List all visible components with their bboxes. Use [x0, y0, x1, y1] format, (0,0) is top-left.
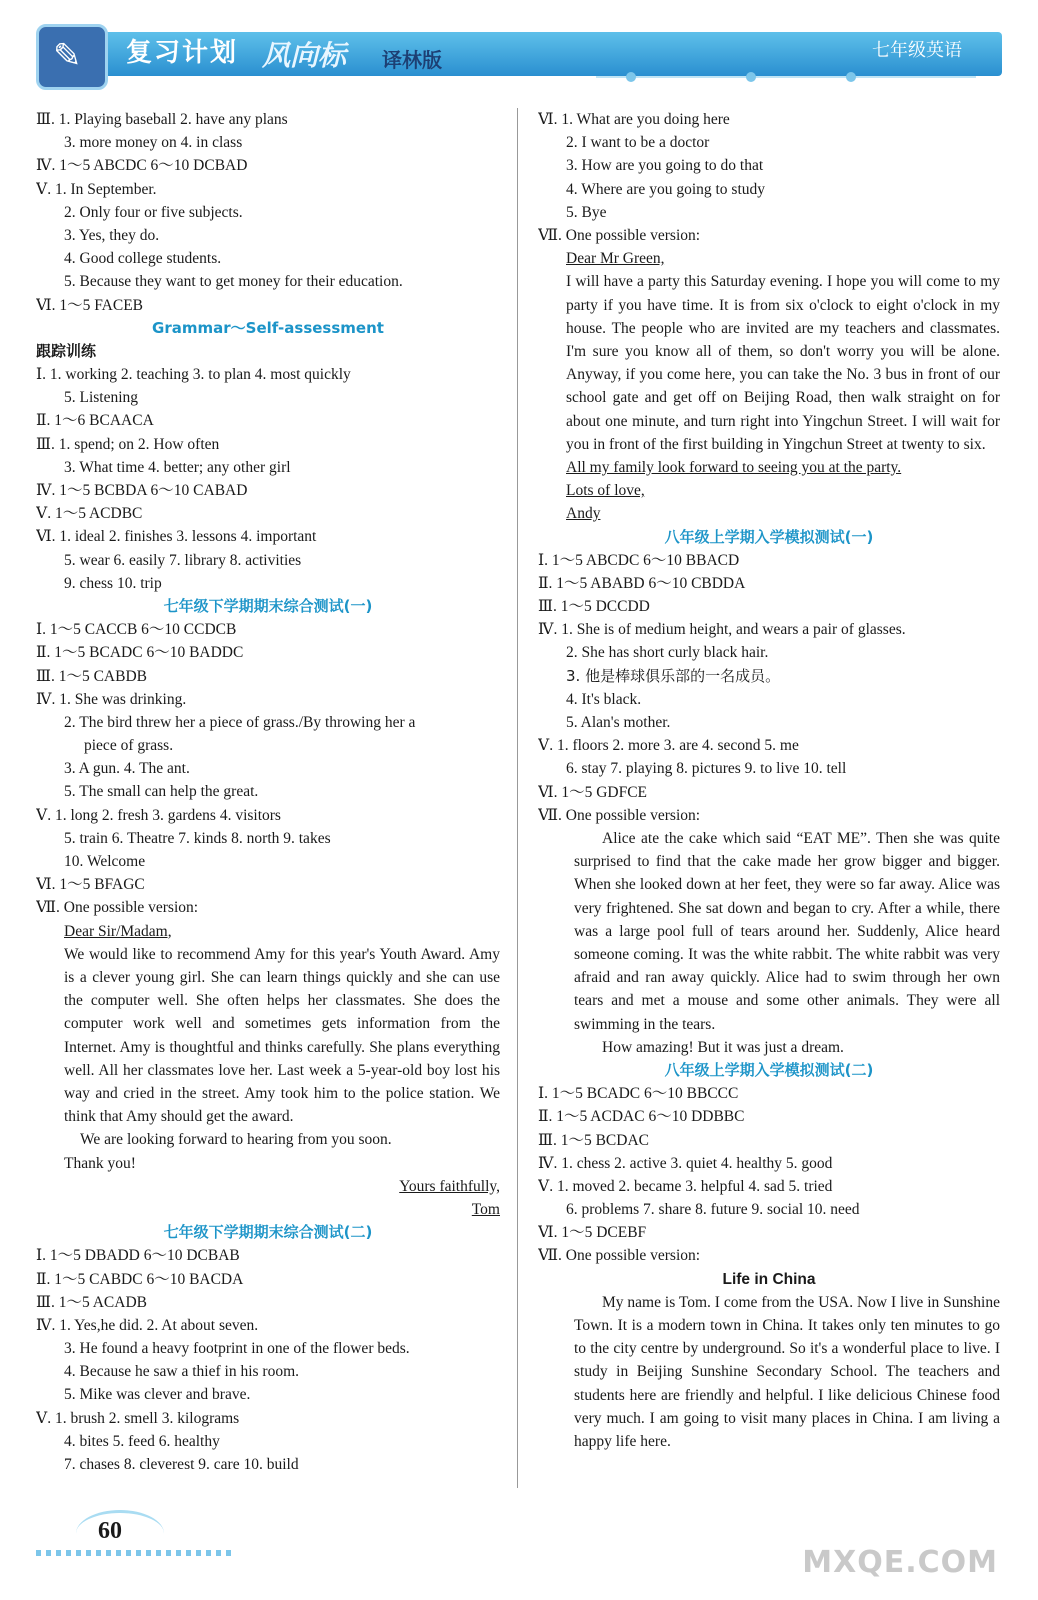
recommendation-closing: We are looking forward to hearing from you soon.	[80, 1131, 392, 1149]
decor-dot-icon	[626, 72, 636, 82]
header-edition: 译林版	[382, 48, 442, 72]
answer-line: Ⅴ. 1～5 ACDBC	[36, 505, 143, 523]
answer-line: 5. wear 6. easily 7. library 8. activities	[64, 551, 302, 569]
answer-line: Ⅳ. 1. She is of medium height, and wears a pair of glasses.	[538, 621, 906, 639]
answer-line: 5. Bye	[566, 203, 607, 221]
answer-line: 2. Only four or five subjects.	[64, 203, 243, 221]
answer-line: Ⅳ. 1. Yes,he did. 2. At about seven.	[36, 1316, 259, 1334]
answer-line: Ⅵ. 1. ideal 2. finishes 3. lessons 4. important	[36, 528, 317, 546]
header-brand: 风向标	[262, 39, 347, 72]
answer-line: Ⅰ. 1～5 BCADC 6～10 BBCCC	[538, 1085, 739, 1103]
answer-line: Ⅶ. One possible version:	[538, 226, 701, 244]
answer-line: Life in China	[722, 1270, 816, 1288]
answer-line: Dear Sir/Madam,	[64, 922, 172, 940]
answer-line: All my family look forward to seeing you at the party.	[566, 458, 902, 476]
left-column	[36, 108, 500, 1476]
recommendation-essay: We would like to recommend Amy for this year's Youth Award. Amy is a clever young girl. She can learn things quickly and she can use the computer well. She often helps her classmates. She does the computer work well and sometimes gets information from the Internet. Amy is thoughtful and thinks carefully. She plans everything well. All her classmates love her. Last week a 5-year-old boy lost his way and cried in the street. Amy took him to the police station. We think that Amy should get the award.	[64, 945, 500, 1126]
answer-line: Ⅵ. 1～5 DCEBF	[538, 1224, 647, 1242]
answer-line: 2. The bird threw her a piece of grass./By throwing her a	[64, 713, 416, 731]
answer-line: 4. Because he saw a thief in his room.	[64, 1363, 300, 1381]
answer-line: 5. train 6. Theatre 7. kinds 8. north 9. takes	[64, 829, 331, 847]
section-heading: 八年级上学期入学模拟测试(一)	[664, 527, 874, 546]
right-column	[538, 108, 1000, 1453]
answer-line: Ⅳ. 1～5 ABCDC 6～10 DCBAD	[36, 157, 248, 175]
answer-line: Ⅰ. 1～5 DBADD 6～10 DCBAB	[36, 1247, 240, 1265]
answer-line: Ⅲ. 1～5 BCDAC	[538, 1131, 649, 1149]
answer-line: Dear Mr Green,	[566, 250, 665, 268]
answer-line: Tom	[471, 1200, 500, 1218]
answer-line: 3. 他是棒球俱乐部的一名成员。	[566, 666, 781, 685]
answer-lines	[36, 1152, 500, 1477]
alice-story-ending: How amazing! But it was just a dream.	[602, 1038, 844, 1056]
answer-line: Ⅴ. 1. brush 2. smell 3. kilograms	[36, 1409, 240, 1427]
answer-line: Ⅰ. 1～5 CACCB 6～10 CCDCB	[36, 621, 237, 639]
answer-lines	[538, 108, 1000, 270]
answer-line: Ⅶ. One possible version:	[538, 1247, 701, 1265]
answer-line: Ⅰ. 1～5 ABCDC 6～10 BBACD	[538, 551, 740, 569]
answer-lines	[538, 1059, 1000, 1291]
answer-line: Andy	[566, 505, 601, 523]
answer-line: 2. I want to be a doctor	[566, 134, 710, 152]
column-divider	[517, 108, 518, 1488]
answer-line: Ⅱ. 1～5 BCADC 6～10 BADDC	[36, 644, 244, 662]
answer-line: Ⅱ. 1～5 ACDAC 6～10 DDBBC	[538, 1108, 745, 1126]
answer-line: Lots of love,	[566, 482, 645, 500]
answer-line: Ⅶ. One possible version:	[538, 806, 701, 824]
answer-line: Ⅱ. 1～6 BCAACA	[36, 412, 154, 430]
header-decor-line	[596, 76, 976, 78]
answer-line: 6. problems 7. share 8. future 9. social 10. need	[566, 1201, 860, 1219]
answer-line: 5. Because they want to get money for their education.	[64, 273, 403, 291]
footer-decor-dots	[36, 1550, 236, 1556]
answer-line: Ⅲ. 1. Playing baseball 2. have any plans	[36, 111, 288, 128]
answer-line: 3. What time 4. better; any other girl	[64, 458, 291, 476]
answer-line: 3. Yes, they do.	[64, 226, 160, 244]
answer-line: 7. chases 8. cleverest 9. care 10. build	[64, 1456, 299, 1474]
answer-line: Ⅱ. 1～5 CABDC 6～10 BACDA	[36, 1270, 244, 1288]
answer-line: 5. The small can help the great.	[64, 783, 259, 801]
answer-line: 跟踪训练	[36, 341, 97, 360]
answer-line: 9. chess 10. trip	[64, 574, 162, 592]
section-heading: 七年级下学期期末综合测试(一)	[163, 596, 373, 615]
alice-story: Alice ate the cake which said “EAT ME”. Then she was quite surprised to find that the cake made her grow bigger and bigger. When she looked down at her feet, they were so far away. Alice was very frightened. She sat down and began to cry. After a while, there was a large pool full of tears around her. Suddenly, Alice heard someone coming. It was the white rabbit. The white rabbit was very afraid and ran away quickly. Alice had to swim through her own tears and met a mouse and some other animals. They were all swimming in the tears.	[574, 829, 1000, 1033]
answer-line: Ⅴ. 1. long 2. fresh 3. gardens 4. visitors	[36, 806, 281, 824]
life-in-china-essay: My name is Tom. I come from the USA. Now I live in Sunshine Town. It is a modern town in China. It takes only ten minutes to go to the city centre by underground. So it's a wonderful place to live. I study in Beijing Sunshine Secondary School. The teachers and students here are friendly and helpful. I like delicious Chinese food very much. I am going to visit many places in China. I am living a happy life here.	[574, 1293, 1000, 1451]
answer-line: 5. Alan's mother.	[566, 714, 671, 731]
header-subject: 七年级英语	[872, 40, 962, 61]
page-number: 60	[98, 1518, 122, 1544]
answer-line: Ⅲ. 1～5 DCCDD	[538, 598, 650, 616]
answer-line: Ⅱ. 1～5 ABABD 6～10 CBDDA	[538, 574, 746, 592]
decor-dot-icon	[746, 72, 756, 82]
answer-line: Ⅰ. 1. working 2. teaching 3. to plan 4. most quickly	[36, 366, 351, 384]
answer-line: 6. stay 7. playing 8. pictures 9. to live 10. tell	[566, 760, 847, 778]
answer-line: Ⅵ. 1～5 GDFCE	[538, 783, 648, 801]
answer-line: 4. Good college students.	[64, 250, 222, 268]
answer-line: Yours faithfully,	[399, 1177, 500, 1195]
answer-line: 5. Mike was clever and brave.	[64, 1386, 251, 1404]
section-heading: 七年级下学期期末综合测试(二)	[163, 1223, 373, 1242]
answer-line: Ⅴ. 1. moved 2. became 3. helpful 4. sad 5. tried	[538, 1177, 833, 1195]
answer-line: Ⅵ. 1. What are you doing here	[538, 111, 730, 128]
answer-line: 3. more money on 4. in class	[64, 134, 243, 152]
decor-dot-icon	[846, 72, 856, 82]
watermark: MXQE.COM	[802, 1545, 998, 1580]
answer-line: Ⅵ. 1～5 FACEB	[36, 296, 144, 314]
answer-line: 3. How are you going to do that	[566, 157, 764, 175]
answer-line: Ⅳ. 1～5 BCBDA 6～10 CABAD	[36, 482, 248, 499]
answer-line: 4. bites 5. feed 6. healthy	[64, 1432, 220, 1450]
answer-line: Ⅳ. 1. She was drinking.	[36, 690, 187, 708]
answer-line: Ⅵ. 1～5 BFAGC	[36, 876, 145, 894]
book-logo-icon: ✎	[36, 24, 108, 90]
answer-line: 5. Listening	[64, 389, 139, 407]
page-header	[36, 24, 1002, 94]
answer-line: 10. Welcome	[64, 853, 146, 870]
section-heading: 八年级上学期入学模拟测试(二)	[664, 1060, 874, 1079]
answer-line: 2. She has short curly black hair.	[566, 644, 769, 662]
answer-line: Ⅶ. One possible version:	[36, 899, 199, 917]
header-title: 复习计划	[126, 38, 239, 68]
section-heading: Grammar～Self-assessment	[152, 318, 384, 337]
party-letter: I will have a party this Saturday evening. I hope you will come to my party if you have time. It is from six o'clock to eight o'clock in my house. The people who are invited are my teachers and classmates. I'm sure you know all of them, so don't worry you will be alone. Anyway, if you come here, you can take the No. 3 bus in front of our school gate and get off on Beijing Road, then walk straight on for about one minute, and turn right into Yingchun Street. I will wait for you in front of the first building in Yingchun Street at twenty to six.	[566, 273, 1000, 453]
answer-line: Ⅴ. 1. In September.	[36, 180, 157, 198]
answer-line: piece of grass.	[84, 737, 174, 755]
answer-line: Ⅲ. 1～5 CABDB	[36, 667, 147, 685]
answer-line: Thank you!	[64, 1154, 136, 1172]
page-footer	[36, 1506, 436, 1566]
answer-line: 3. He found a heavy footprint in one of the flower beds.	[64, 1340, 410, 1358]
answer-line: Ⅴ. 1. floors 2. more 3. are 4. second 5. me	[538, 737, 799, 755]
answer-line: 4. Where are you going to study	[566, 180, 766, 198]
answer-lines	[538, 456, 1000, 827]
answer-line: 3. A gun. 4. The ant.	[64, 760, 190, 778]
answer-lines	[36, 108, 500, 943]
answer-line: Ⅲ. 1. spend; on 2. How often	[36, 435, 220, 453]
answer-line: Ⅳ. 1. chess 2. active 3. quiet 4. healthy 5. good	[538, 1154, 833, 1172]
answer-line: 4. It's black.	[566, 690, 642, 708]
answer-line: Ⅲ. 1～5 ACADB	[36, 1293, 147, 1311]
